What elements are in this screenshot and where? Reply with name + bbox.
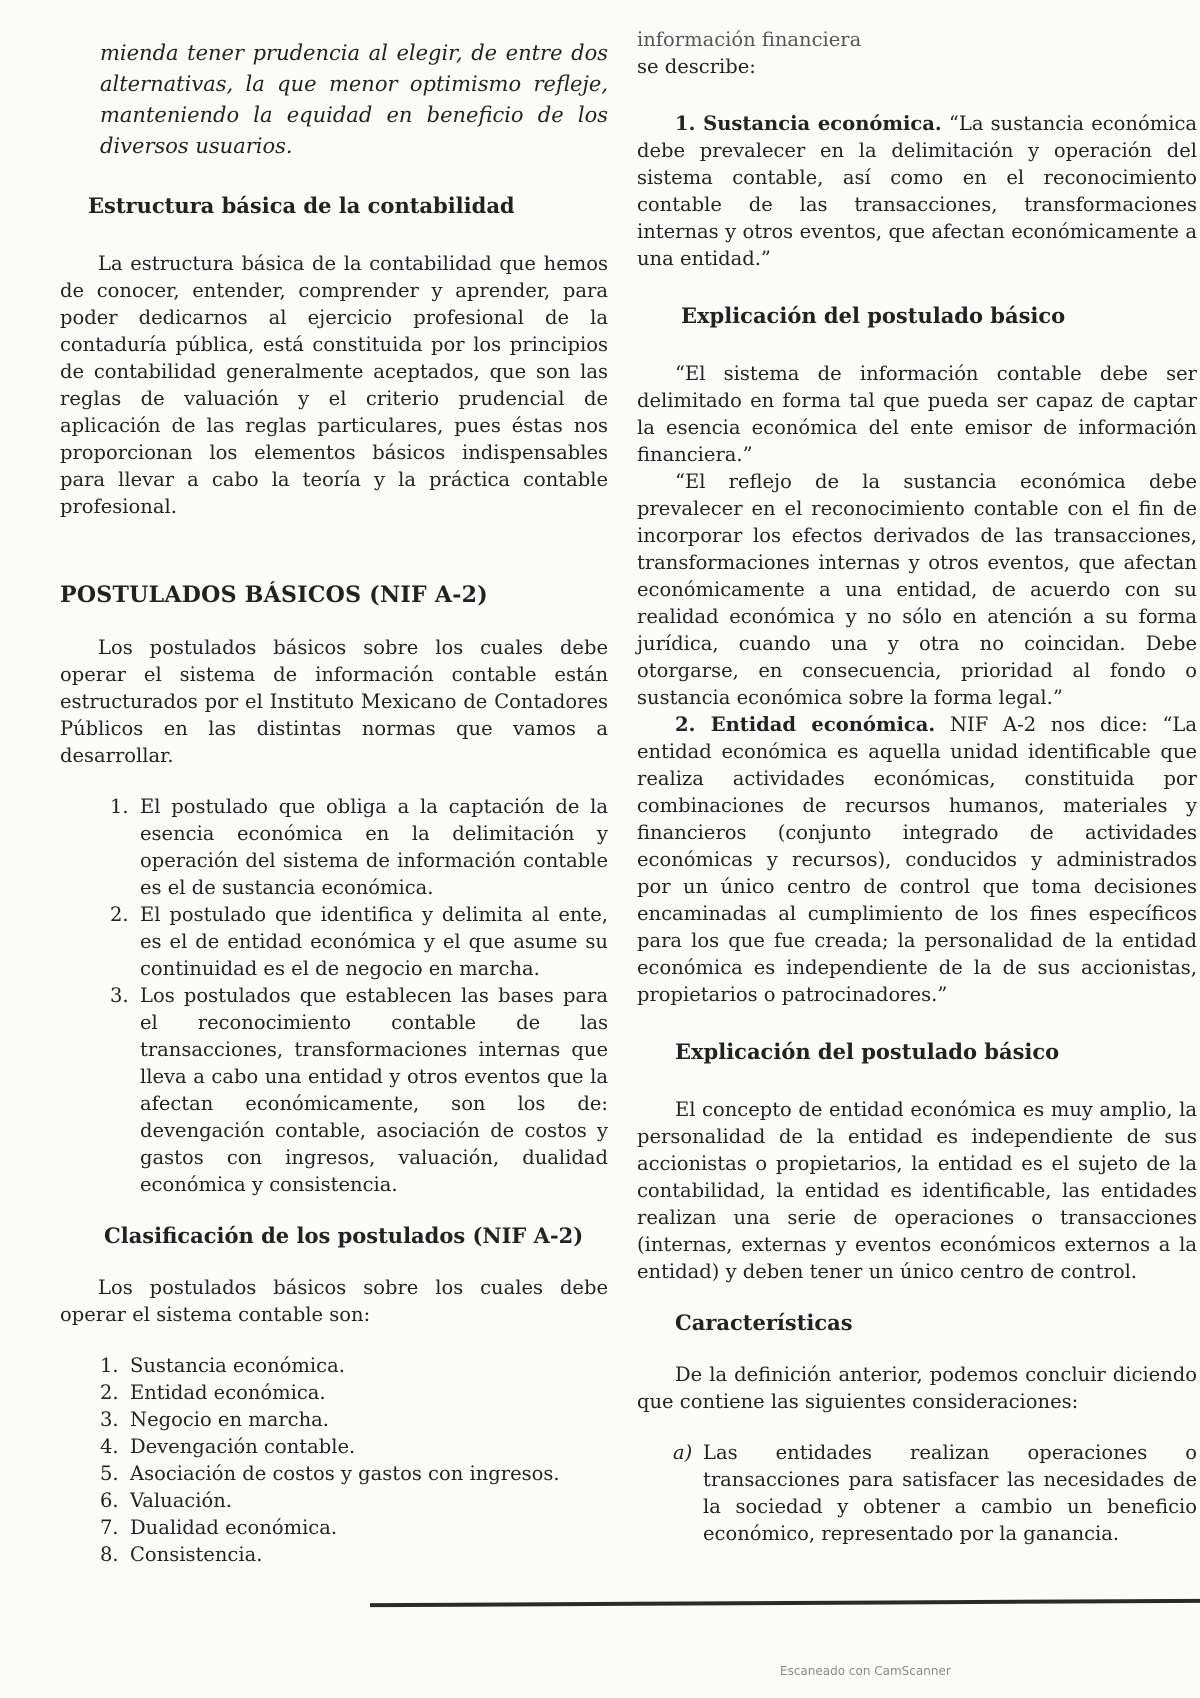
list-item: 5. Asociación de costos y gastos con ingresos. [100, 1462, 560, 1485]
top-line-2: se describe: [637, 55, 756, 78]
heading-caracteristicas: Características [675, 1310, 853, 1335]
scanner-watermark: Escaneado con CamScanner [780, 1664, 951, 1678]
item-entidad: 2. Entidad económica. NIF A-2 nos dice: “La entidad económica es aquella unidad identificable que realiza actividades económicas, constituida por combinaciones de recursos humanos, materiales y financieros (conjunto integrado de actividades económicas y recursos), conducidos y administrados por un único centro de control que toma decisiones encaminadas al cumplimiento de los fines específicos para los que fue creada; la personalidad de la entidad económica es independiente de la de sus accionistas, propietarios o patrocinadores.” [637, 713, 1198, 1006]
list-item: 7. Dualidad económica. [100, 1516, 338, 1539]
list-item: 3. Los postulados que establecen las bases para el reconocimiento contable de las transacciones, transformaciones internas que lleva a cabo una entidad y otros eventos que la afectan económicamente, son los de: devengación contable, asociación de costos y gastos con ingresos, valuación, dualidad económica y consistencia. [110, 984, 608, 1196]
paragraph-explicacion-2: El concepto de entidad económica es muy amplio, la personalidad de la entidad es independiente de sus accionistas o propietarios, la entidad es el sujeto de la contabilidad, la entidad es identificable, las entidades realizan una serie de operaciones o transacciones (internas, externas y eventos económicos externos a la entidad) y deben tener un único centro de control. [637, 1098, 1197, 1283]
list-item: 3. Negocio en marcha. [100, 1408, 329, 1431]
heading-postulados: POSTULADOS BÁSICOS (NIF A-2) [60, 582, 488, 608]
top-line: información financiera [637, 28, 862, 51]
list-item: a) Las entidades realizan operaciones o transacciones para satisfacer las necesidades de la sociedad y obtener a cambio un beneficio económico, representado por la ganancia. [673, 1441, 1197, 1545]
paragraph-clasificacion: Los postulados básicos sobre los cuales debe operar el sistema contable son: [60, 1276, 608, 1326]
item-label: 1. Sustancia económica. [675, 112, 942, 135]
list-item: 2. El postulado que identifica y delimita al ente, es el de entidad económica y el que asume su continuidad es el de negocio en marcha. [110, 903, 608, 980]
paragraph-estructura: La estructura básica de la contabilidad que hemos de conocer, entender, comprender y aprender, para poder dedicarnos al ejercicio profesional de la contaduría pública, está constituida por los principios de contabilidad generalmente aceptados, que son las reglas de valuación y el criterio prudencial de aplicación de las reglas particulares, pues éstas nos proporcionan los elementos básicos indispensables para llevar a cabo la teoría y la práctica contable profesional. [60, 252, 608, 518]
right-column [637, 20, 1197, 1547]
list-item: 1. Sustancia económica. [100, 1354, 345, 1377]
list-item: 4. Devengación contable. [100, 1435, 356, 1458]
bottom-rule [370, 1599, 1200, 1607]
list-item: 1. El postulado que obliga a la captación de la esencia económica en la delimitación y operación del sistema de información contable es el de sustancia económica. [110, 795, 608, 899]
intro-paragraph: mienda tener prudencia al elegir, de entre dos alternativas, la que menor optimismo refleje, manteniendo la equidad en beneficio de los diversos usuarios. [100, 41, 608, 158]
heading-explicacion-1: Explicación del postulado básico [681, 303, 1066, 328]
paragraph-postulados: Los postulados básicos sobre los cuales debe operar el sistema de información contable están estructurados por el Instituto Mexicano de Contadores Públicos en las distintas normas que vamos a desarrollar. [60, 636, 608, 767]
list-item: 6. Valuación. [100, 1489, 232, 1512]
paragraph-explicacion-1a: “El sistema de información contable debe ser delimitado en forma tal que pueda ser capaz de captar la esencia económica del ente emisor de información financiera.” [637, 362, 1197, 466]
item-sustancia: 1. Sustancia económica. “La sustancia económica debe prevalecer en la delimitación y operación del sistema contable, así como en el reconocimiento contable de las transacciones, transformaciones internas y otros eventos, que afectan económicamente a una entidad.” [637, 112, 1198, 270]
list-item: 2. Entidad económica. [100, 1381, 326, 1404]
heading-estructura: Estructura básica de la contabilidad [88, 193, 515, 218]
item-label: 2. Entidad económica. [675, 713, 936, 736]
clasificacion-list [60, 1352, 608, 1568]
list-item: 8. Consistencia. [100, 1543, 263, 1566]
left-column [60, 20, 608, 1568]
postulados-list [60, 793, 608, 1198]
caracteristicas-list [637, 1439, 1197, 1547]
paragraph-caracteristicas: De la definición anterior, podemos concluir diciendo que contiene las siguientes consideraciones: [637, 1363, 1197, 1413]
heading-clasificacion: Clasificación de los postulados (NIF A-2) [104, 1223, 584, 1248]
heading-explicacion-2: Explicación del postulado básico [675, 1039, 1060, 1064]
paragraph-explicacion-1b: “El reflejo de la sustancia económica debe prevalecer en el reconocimiento contable con el fin de incorporar los efectos derivados de las transacciones, transformaciones internas y otros eventos, que afectan económicamente a una entidad, de acuerdo con su realidad económica y no sólo en atención a su forma jurídica, cuando una y otra no coincidan. Debe otorgarse, en consecuencia, prioridad al fondo o sustancia económica sobre la forma legal.” [637, 470, 1197, 709]
